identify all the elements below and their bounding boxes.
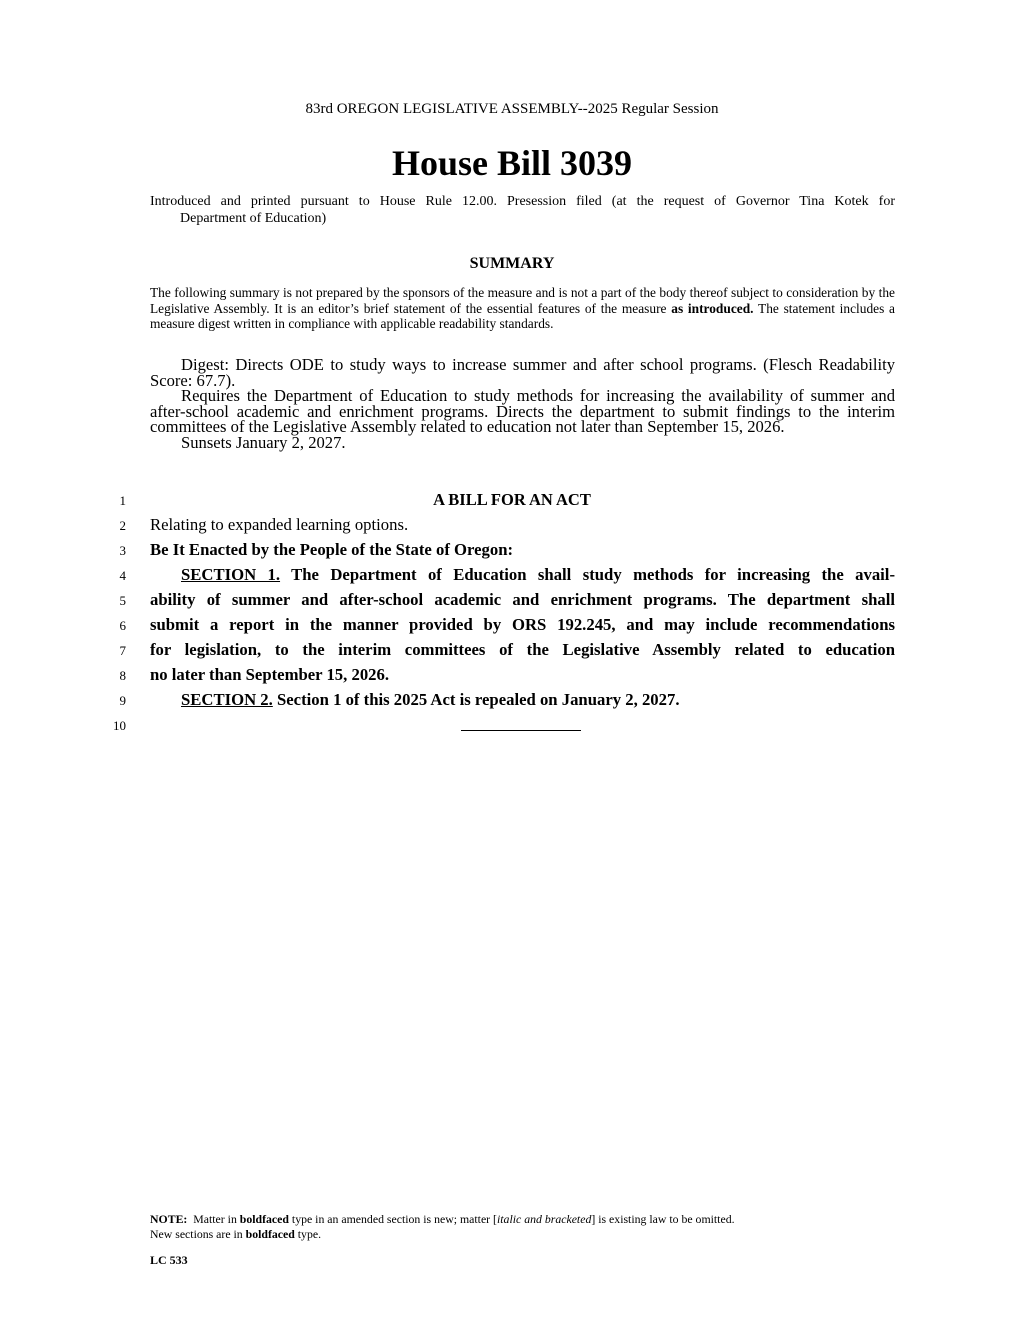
line-number: 6 (119, 618, 126, 633)
line-number: 3 (119, 543, 126, 558)
note-text: New sections are in (150, 1227, 246, 1241)
relating-clause: Relating to expanded learning options. (150, 515, 409, 534)
act-heading: A BILL FOR AN ACT (433, 490, 591, 509)
note-text: ] is existing law to be omitted. (591, 1212, 735, 1226)
summary-text-part1: The following summary is not prepared by the sponsors of the measure and is not a part of the body thereof subject to consideration by the Legislative Assembly. It is an editor’s brief statement of the essential features of the measure (150, 285, 895, 316)
digest-text: Digest: Directs ODE to study ways to increase summer and after school programs. (Flesch Readability Score: 67.7). (150, 355, 895, 390)
line-number: 9 (119, 693, 126, 708)
enacting-clause: Be It Enacted by the People of the State of Oregon: (150, 540, 514, 559)
section-2-text: Section 1 of this 2025 Act is repealed on January 2, 2027. (272, 690, 680, 709)
section-2-line (150, 690, 926, 710)
intro-line-1: Introduced and printed pursuant to House Rule 12.00. Presession filed (at the request of Governor Tina Kotek for (150, 194, 895, 209)
line-number: 7 (119, 643, 126, 658)
end-rule (461, 730, 581, 731)
bill-line-5: ability of summer and after-school academic and enrichment programs. The department shall (150, 590, 895, 609)
line-number: 2 (119, 518, 126, 533)
line-number: 1 (119, 493, 126, 508)
section-1-line (150, 565, 895, 585)
note-line-2 (150, 1227, 895, 1242)
line-number: 8 (119, 668, 126, 683)
summary-text-part2: The statement includes a measure digest written in compliance with applicable readability standards. (150, 300, 895, 331)
note-bold: boldfaced (239, 1212, 289, 1226)
bill-line-7: for legislation, to the interim committees of the Legislative Assembly related to education (150, 640, 895, 659)
note-italic: italic and bracketed (497, 1212, 592, 1226)
footer-note (150, 1212, 895, 1242)
session-header: 83rd OREGON LEGISLATIVE ASSEMBLY--2025 Regular Session (305, 101, 719, 117)
lc-number: LC 533 (150, 1253, 188, 1267)
line-number: 10 (113, 718, 126, 733)
requires-text: Requires the Department of Education to study methods for increasing the availability of summer and after-school academic and enrichment programs. Directs the department to submit findings to the interim committees of the Legislative Assembly related to education not later than September 15, 2026. (150, 386, 895, 436)
note-text: type. (294, 1227, 322, 1241)
bill-line-6: submit a report in the manner provided by ORS 192.245, and may include recommendations (150, 615, 895, 634)
summary-text-bold: as introduced. (671, 300, 754, 316)
section-1-label: SECTION 1. (181, 565, 281, 584)
introduction-note (150, 193, 895, 227)
bill-line-8: no later than September 15, 2026. (150, 665, 390, 684)
line-number: 5 (119, 593, 126, 608)
summary-paragraph (150, 285, 895, 332)
digest-block (150, 357, 895, 450)
note-label: NOTE: (150, 1212, 188, 1226)
note-text: Matter in (187, 1212, 240, 1226)
note-line-1 (150, 1212, 895, 1227)
summary-heading: SUMMARY (469, 255, 555, 272)
sunsets-text: Sunsets January 2, 2027. (181, 432, 346, 452)
line-number: 4 (119, 568, 126, 583)
intro-line-2: Department of Education) (180, 211, 327, 226)
note-text: type in an amended section is new; matter [ (288, 1212, 497, 1226)
bill-title: House Bill 3039 (391, 143, 633, 183)
note-bold: boldfaced (245, 1227, 295, 1241)
section-2-label: SECTION 2. (181, 690, 273, 709)
section-1-text: The Department of Education shall study methods for increasing the avail- (280, 565, 895, 584)
